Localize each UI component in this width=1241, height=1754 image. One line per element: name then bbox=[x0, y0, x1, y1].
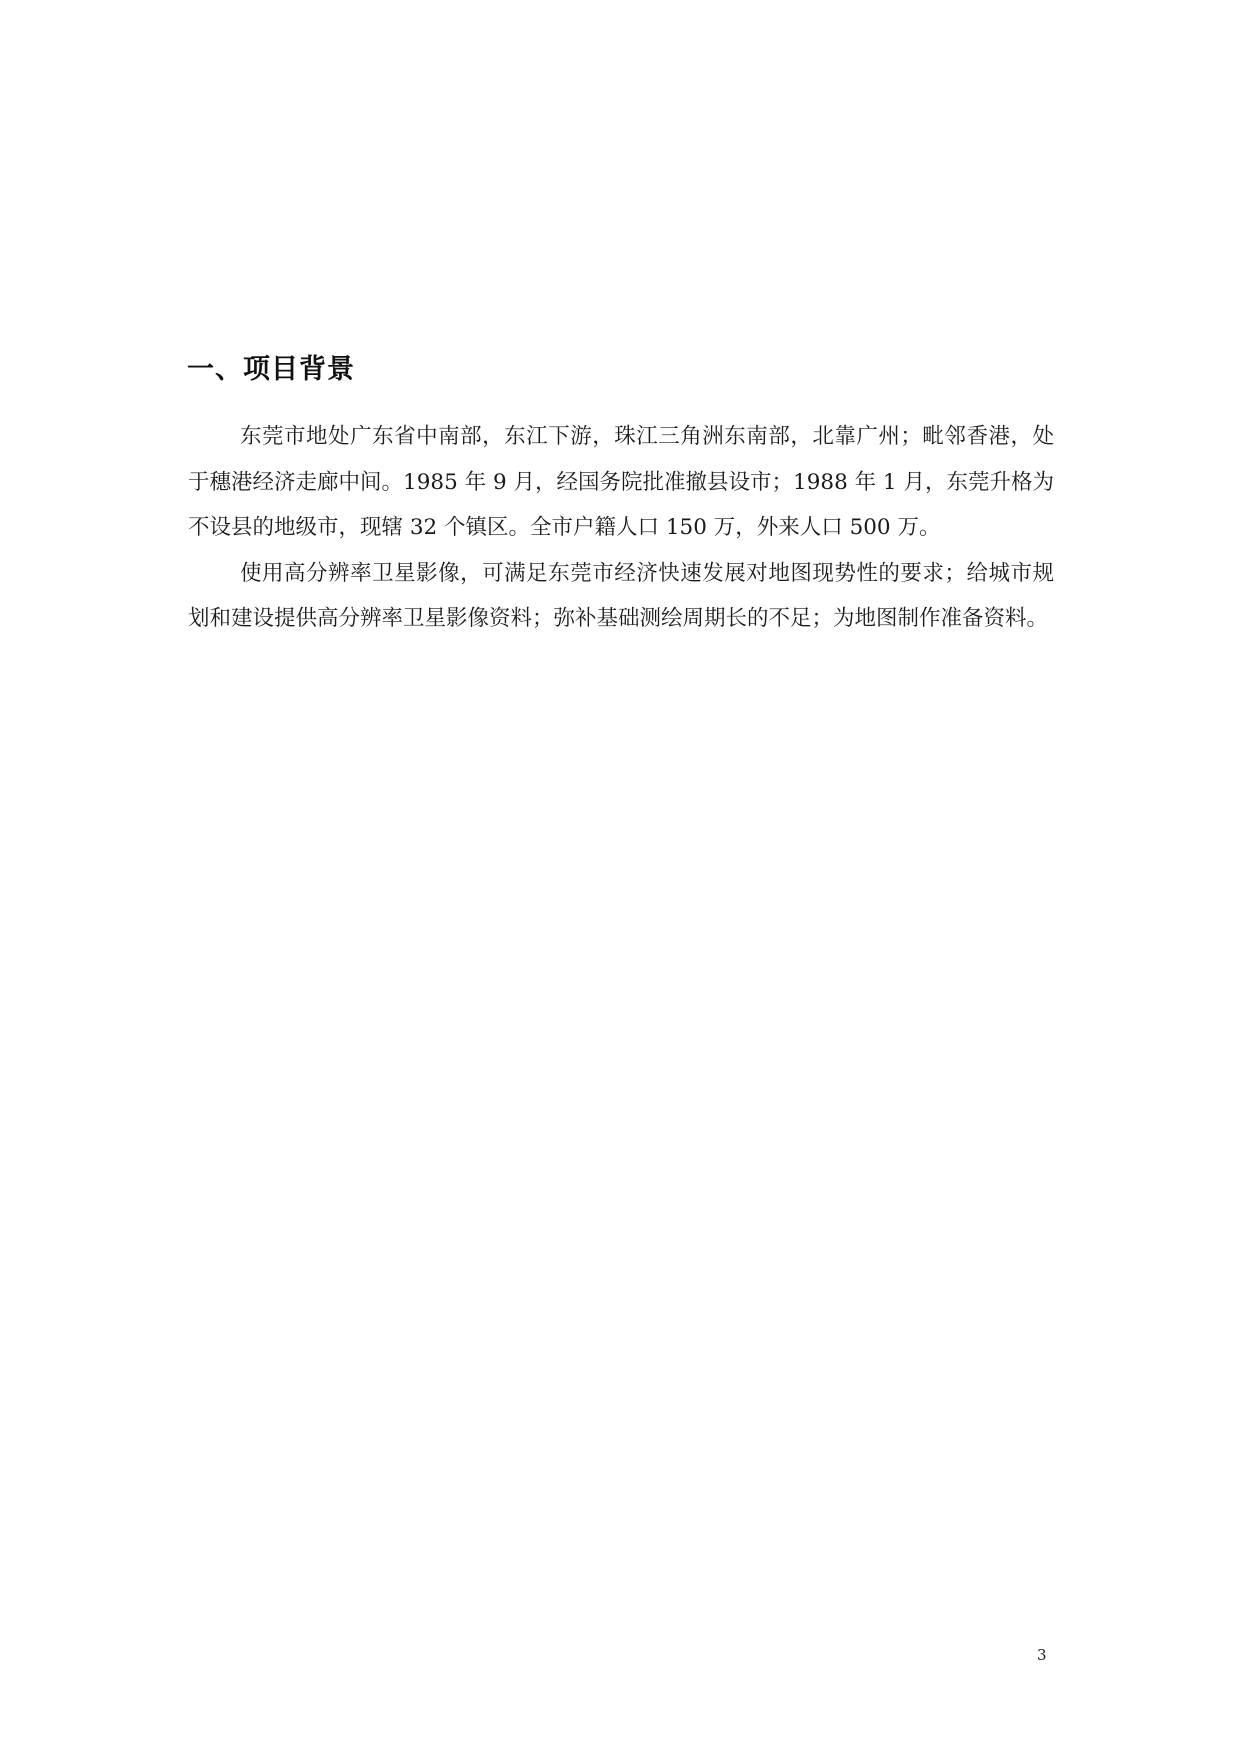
page-number: 3 bbox=[1037, 1646, 1047, 1664]
paragraph-purpose: 使用高分辨率卫星影像，可满足东莞市经济快速发展对地图现势性的要求；给城市规划和建设提供高分辨率卫星影像资料；弥补基础测绘周期长的不足；为地图制作准备资料。 bbox=[188, 560, 1054, 631]
paragraph-background: 东莞市地处广东省中南部，东江下游，珠江三角洲东南部，北靠广州；毗邻香港，处于穗港经济走廊中间。1985 年 9 月，经国务院批准撤县设市；1988 年 1 月，东莞升格为不设县的地级市，现辖 32 个镇区。全市户籍人口 150 万，外来人口 500 万。 bbox=[188, 424, 1054, 540]
document-body bbox=[188, 414, 1054, 642]
section-heading: 一、项目背景 bbox=[187, 354, 355, 385]
